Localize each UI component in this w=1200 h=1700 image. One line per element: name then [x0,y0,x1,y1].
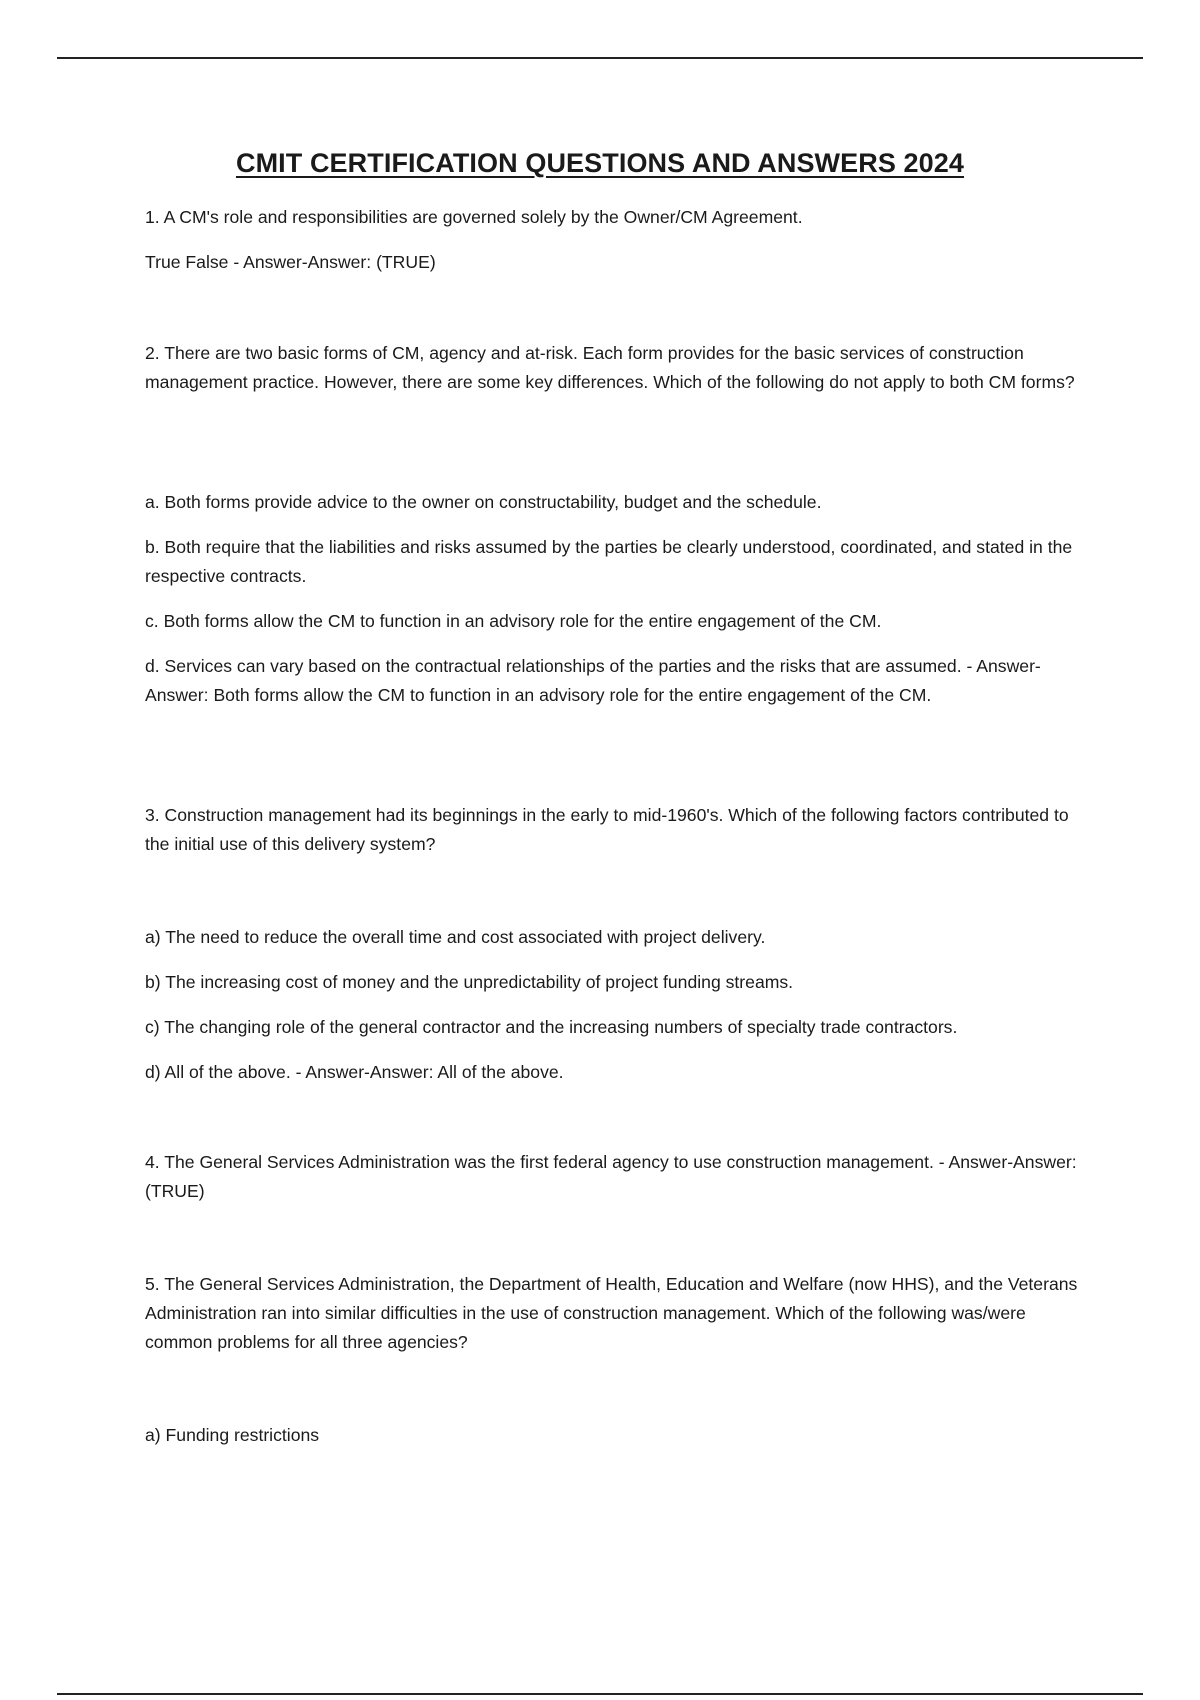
question-2-option-d-answer: d. Services can vary based on the contractual relationships of the parties and the risks that are assumed. - Answer-Answer: Both forms allow the CM to function in an advisory role for the entire engagement of the CM. [145,656,1041,705]
question-1-answer: True False - Answer-Answer: (TRUE) [145,252,436,272]
question-3-option-d-answer: d) All of the above. - Answer-Answer: All of the above. [145,1062,564,1082]
question-5-text: 5. The General Services Administration, the Department of Health, Education and Welfare (now HHS), and the Veterans Administration ran into similar difficulties in the use of construction management. Which of the following was/were common problems for all three agencies? [145,1274,1078,1352]
question-5-option-a: a) Funding restrictions [145,1425,320,1445]
question-3-option-a: a) The need to reduce the overall time and cost associated with project delivery. [145,927,766,947]
question-3-option-b: b) The increasing cost of money and the unpredictability of project funding streams. [145,972,794,992]
bottom-rule [57,1693,1143,1695]
question-2-option-b: b. Both require that the liabilities and risks assumed by the parties be clearly understood, coordinated, and stated in the respective contracts. [145,537,1073,586]
question-2-option-a: a. Both forms provide advice to the owner on constructability, budget and the schedule. [145,492,822,512]
top-rule [57,57,1143,59]
question-2-text: 2. There are two basic forms of CM, agency and at-risk. Each form provides for the basic services of construction management practice. However, there are some key differences. Which of the following do not apply to both CM forms? [145,343,1075,392]
page-title: CMIT CERTIFICATION QUESTIONS AND ANSWERS 2024 [235,148,965,178]
question-3-option-c: c) The changing role of the general contractor and the increasing numbers of specialty trade contractors. [145,1017,958,1037]
question-2-option-c: c. Both forms allow the CM to function in an advisory role for the entire engagement of the CM. [145,611,882,631]
question-1-text: 1. A CM's role and responsibilities are governed solely by the Owner/CM Agreement. [145,207,803,227]
question-3-text: 3. Construction management had its beginnings in the early to mid-1960's. Which of the following factors contributed to the initial use of this delivery system? [145,805,1069,854]
question-4-text-answer: 4. The General Services Administration was the first federal agency to use construction management. - Answer-Answer: (TRUE) [145,1152,1077,1201]
